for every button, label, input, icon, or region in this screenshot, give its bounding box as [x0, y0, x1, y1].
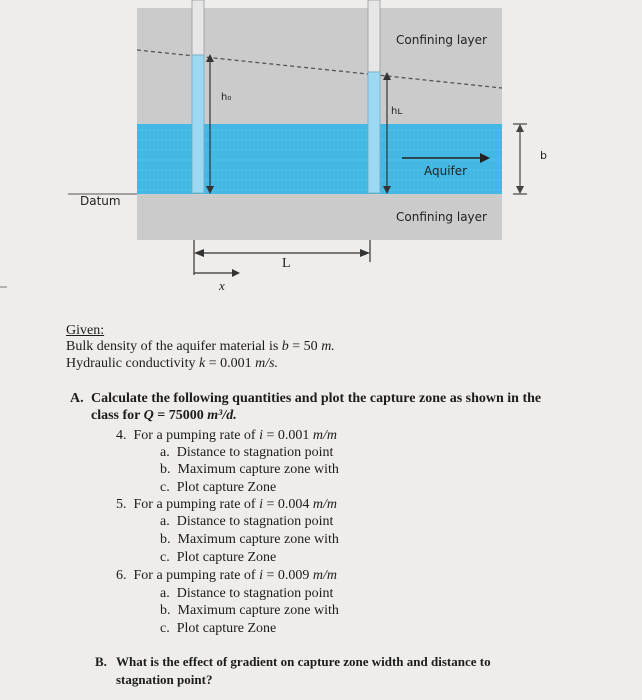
question-4c: c. Plot capture Zone	[160, 480, 277, 495]
b-label: b	[540, 149, 547, 162]
question-5: 5. For a pumping rate of i = 0.004 m/m	[116, 497, 338, 512]
question-4b: b. Maximum capture zone with	[160, 462, 339, 477]
part-b-marker: B.	[95, 654, 107, 669]
question-4a: a. Distance to stagnation point	[160, 445, 334, 460]
question-5a: a. Distance to stagnation point	[160, 514, 334, 529]
confining-layer-bottom-label: Confining layer	[396, 210, 487, 224]
part-a-marker: A.	[70, 391, 84, 406]
question-5b: b. Maximum capture zone with	[160, 532, 339, 547]
question-4: 4. For a pumping rate of i = 0.001 m/m	[116, 428, 338, 443]
part-b-line-2: stagnation point?	[116, 672, 213, 687]
question-6a: a. Distance to stagnation point	[160, 586, 334, 601]
aquifer-label: Aquifer	[424, 164, 468, 178]
given-line-1: Bulk density of the aquifer material is b = 50 m.	[66, 339, 335, 354]
l-label: L	[282, 256, 291, 271]
part-a-line-1: Calculate the following quantities and plot the capture zone as shown in the	[91, 391, 542, 406]
datum-label: Datum	[80, 194, 121, 208]
question-6: 6. For a pumping rate of i = 0.009 m/m	[116, 568, 338, 583]
confining-layer-top-label: Confining layer	[396, 33, 487, 47]
part-a-line-2: class for Q = 75000 m³/d.	[91, 408, 237, 423]
h0-label: h₀	[221, 92, 232, 103]
well-2-upper	[368, 0, 380, 72]
well-1-upper	[192, 0, 204, 55]
hl-label: hʟ	[391, 106, 403, 117]
part-b-line-1: What is the effect of gradient on capture zone width and distance to	[116, 654, 491, 669]
question-5c: c. Plot capture Zone	[160, 550, 277, 565]
given-heading: Given:	[66, 323, 105, 338]
x-label: x	[219, 278, 225, 293]
well-1	[192, 55, 204, 193]
well-2	[368, 72, 380, 193]
question-6c: c. Plot capture Zone	[160, 621, 277, 636]
given-line-2: Hydraulic conductivity k = 0.001 m/s.	[66, 356, 279, 371]
question-6b: b. Maximum capture zone with	[160, 603, 339, 618]
